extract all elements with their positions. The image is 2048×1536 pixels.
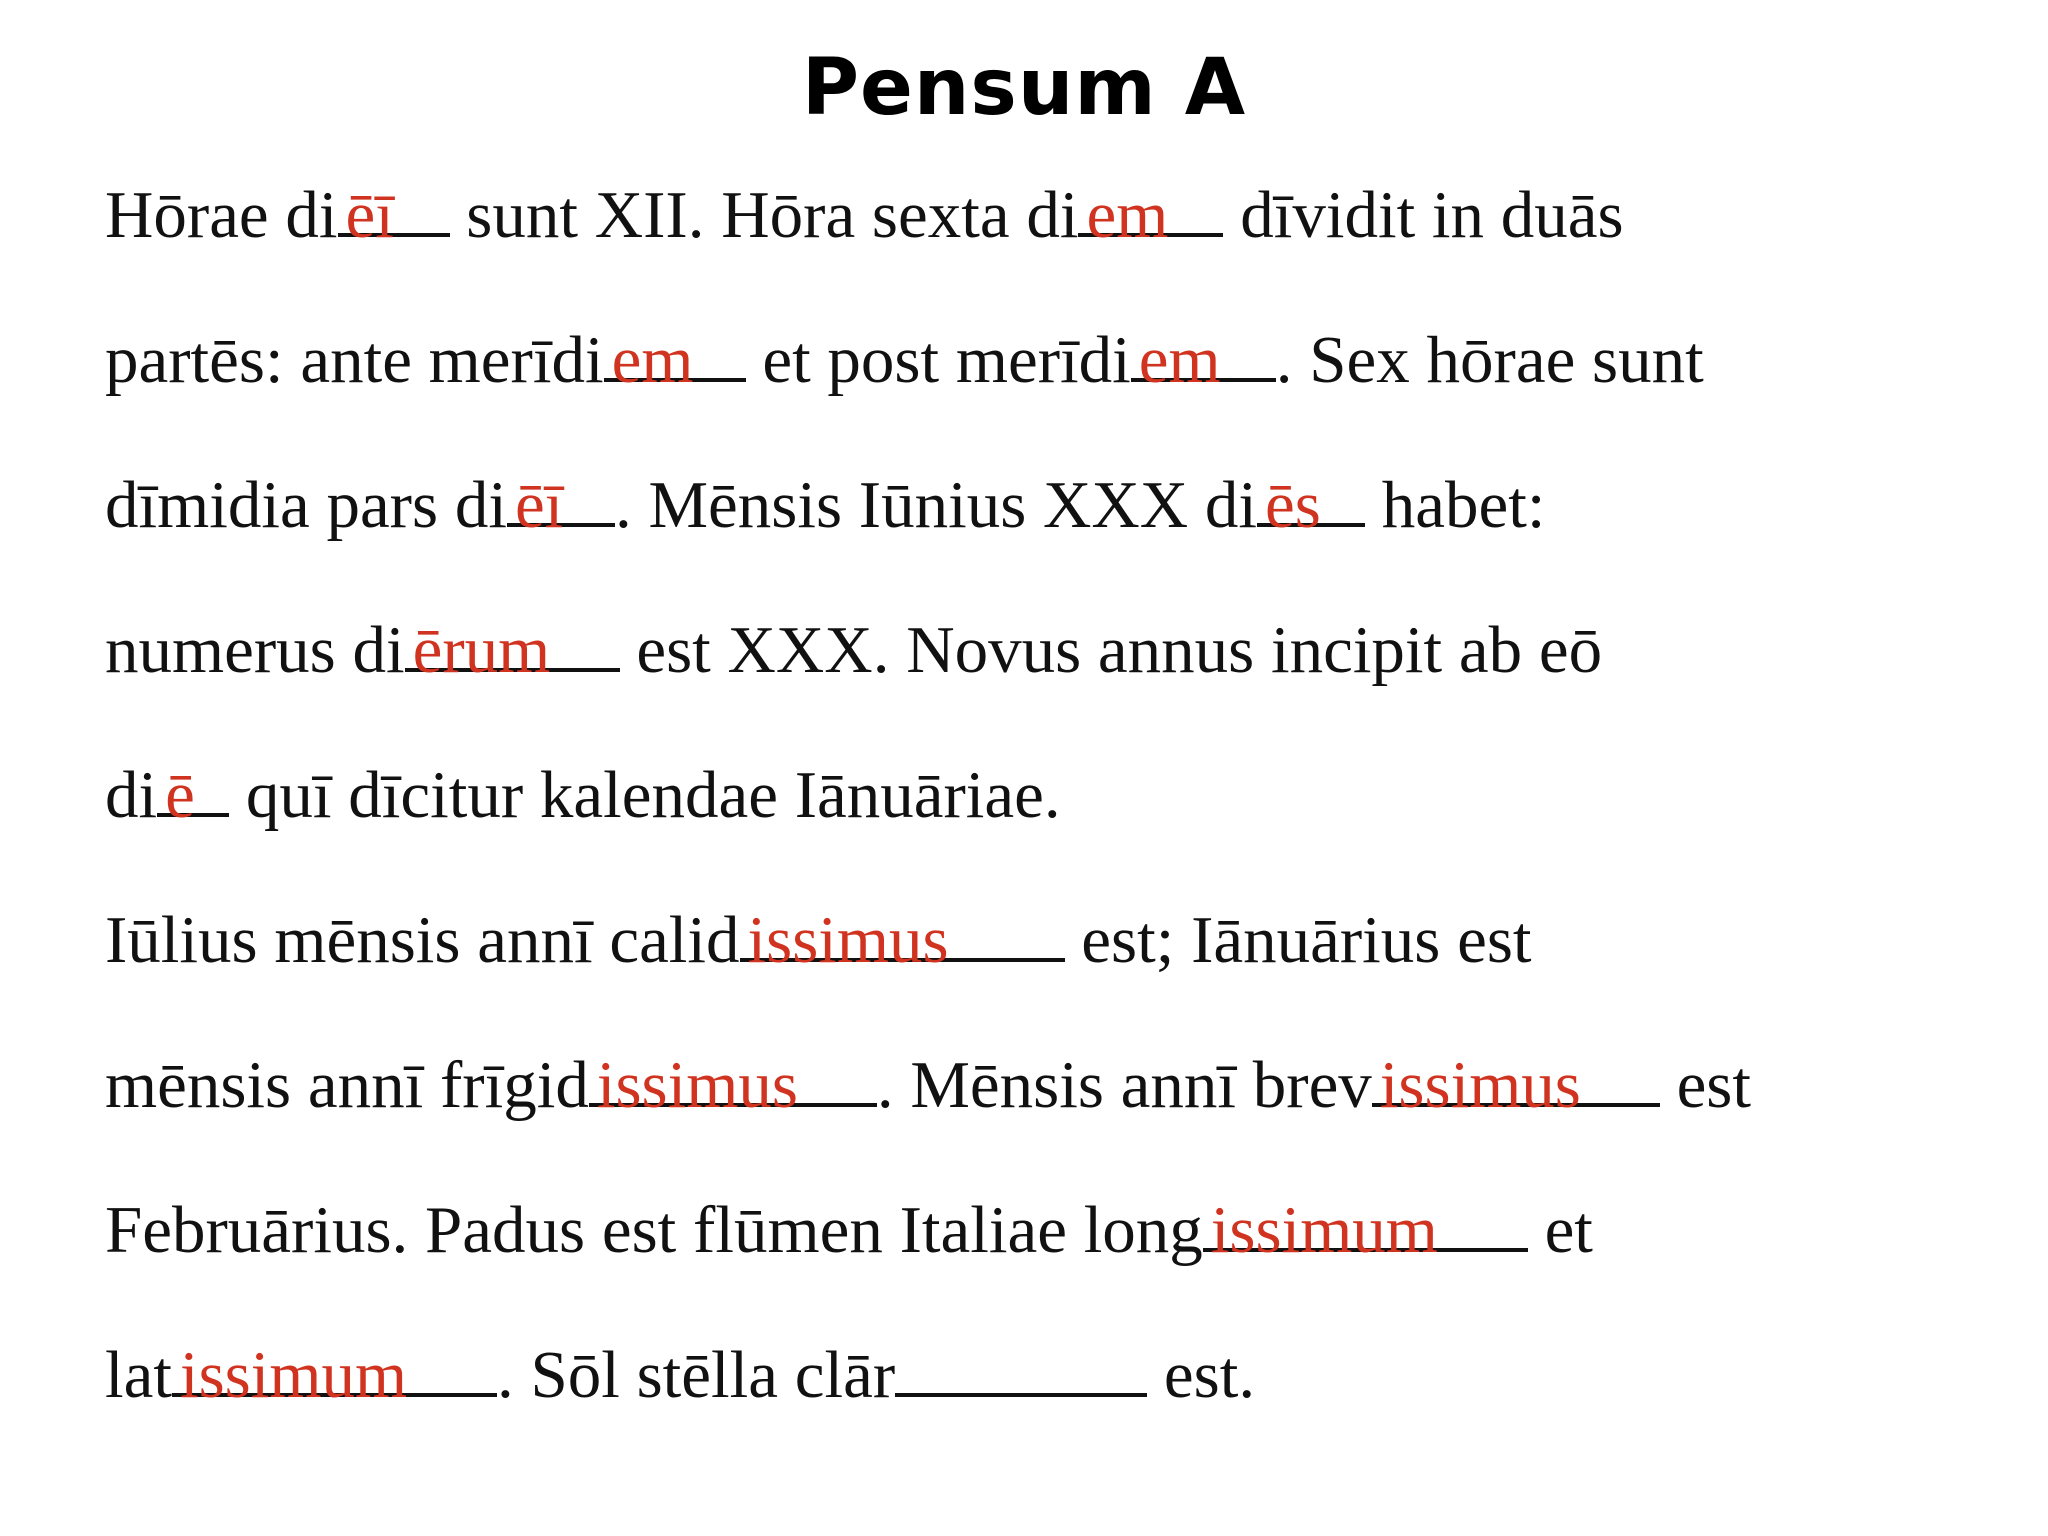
filled-answer: issimus <box>1379 1048 1581 1122</box>
answer-blank[interactable] <box>604 320 746 397</box>
filled-answer: em <box>1086 178 1169 252</box>
text-segment: numerus di <box>105 613 405 687</box>
text-line-1 <box>105 170 1624 260</box>
text-line-6 <box>105 895 1532 985</box>
answer-blank[interactable] <box>589 1045 877 1122</box>
answer-blank-empty[interactable] <box>895 1335 1147 1397</box>
answer-blank[interactable] <box>1257 465 1365 542</box>
text-line-4 <box>105 605 1602 695</box>
text-segment: sunt XII. Hōra sexta di <box>449 178 1079 252</box>
text-segment: . Mēnsis Iūnius XXX di <box>614 468 1258 542</box>
text-line-9 <box>105 1330 1255 1420</box>
text-segment: Iūlius mēnsis annī calid <box>105 903 740 977</box>
text-segment: di <box>105 758 158 832</box>
text-segment: mēnsis annī frīgid <box>105 1048 589 1122</box>
text-segment: habet: <box>1365 468 1546 542</box>
text-segment: est XXX. Novus annus incipit ab eō <box>619 613 1603 687</box>
text-segment: et post merīdi <box>745 323 1131 397</box>
text-segment: est; Iānuārius est <box>1064 903 1532 977</box>
text-line-2 <box>105 315 1704 405</box>
answer-blank[interactable] <box>1131 320 1276 397</box>
filled-answer: issimum <box>1210 1193 1438 1267</box>
filled-answer: ēī <box>345 178 394 252</box>
text-segment: . Sex hōrae sunt <box>1275 323 1704 397</box>
filled-answer: ē <box>165 758 195 832</box>
text-segment: . Sōl stēlla clār <box>496 1338 896 1412</box>
filled-answer: em <box>611 323 694 397</box>
text-segment: Februārius. Padus est flūmen Italiae long <box>105 1193 1203 1267</box>
filled-answer: ēs <box>1265 468 1321 542</box>
text-segment: lat <box>105 1338 172 1412</box>
answer-blank[interactable] <box>172 1335 497 1412</box>
text-segment: est. <box>1147 1338 1256 1412</box>
filled-answer: ēī <box>514 468 564 542</box>
answer-blank[interactable] <box>405 610 620 687</box>
text-line-5 <box>105 750 1061 840</box>
text-segment: et <box>1527 1193 1593 1267</box>
text-segment: partēs: ante merīdi <box>105 323 604 397</box>
answer-blank[interactable] <box>1203 1190 1528 1267</box>
answer-blank[interactable] <box>1078 175 1223 252</box>
text-line-8 <box>105 1185 1593 1275</box>
answer-blank[interactable] <box>157 755 229 832</box>
text-line-3 <box>105 460 1546 550</box>
text-segment: quī dīcitur kalendae Iānuāriae. <box>229 758 1061 832</box>
answer-blank[interactable] <box>507 465 615 542</box>
text-segment: dīvidit in duās <box>1223 178 1624 252</box>
text-segment: Hōrae di <box>105 178 338 252</box>
text-segment: est <box>1659 1048 1751 1122</box>
filled-answer: ērum <box>412 613 551 687</box>
text-segment: . Mēnsis annī brev <box>876 1048 1372 1122</box>
filled-answer: issimus <box>747 903 949 977</box>
answer-blank[interactable] <box>740 900 1065 977</box>
answer-blank[interactable] <box>338 175 450 252</box>
filled-answer: em <box>1138 323 1221 397</box>
filled-answer: issimum <box>179 1338 408 1412</box>
text-segment: dīmidia pars di <box>105 468 507 542</box>
page-title: Pensum A <box>801 43 1247 133</box>
text-line-7 <box>105 1040 1751 1130</box>
answer-blank[interactable] <box>1372 1045 1660 1122</box>
filled-answer: issimus <box>596 1048 798 1122</box>
